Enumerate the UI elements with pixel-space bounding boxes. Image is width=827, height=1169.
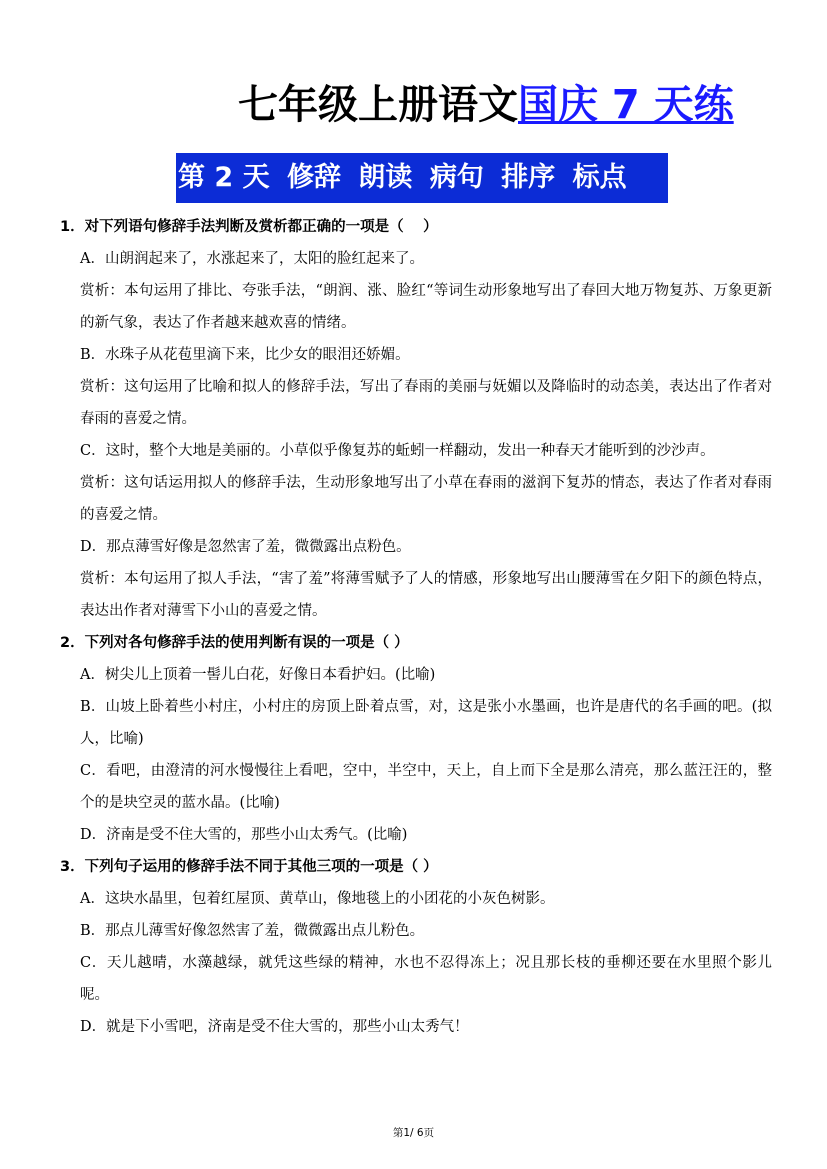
analysis-b: 赏析：这句运用了比喻和拟人的修辞手法，写出了春雨的美丽与妩媚以及降临时的动态美，表达出了作者对春雨的喜爱之情。 — [80, 379, 772, 427]
option-b: B．水珠子从花苞里滴下来，比少女的眼泪还娇媚。 — [80, 347, 410, 363]
banner-topic-rhetoric: 修辞 — [287, 162, 341, 193]
option-a: A．树尖儿上顶着一髻儿白花，好像日本看护妇。(比喻) — [80, 667, 436, 683]
option-d: D．那点薄雪好像是忽然害了羞，微微露出点粉色。 — [80, 539, 411, 555]
question-stem: 3．下列句子运用的修辞手法不同于其他三项的一项是（ ） — [60, 859, 438, 875]
option-a: A．这块水晶里，包着红屋顶、黄草山，像地毯上的小团花的小灰色树影。 — [80, 891, 555, 907]
page-number: 第1/ 6页 — [392, 1127, 435, 1139]
banner-topic-punctuation: 标点 — [572, 162, 627, 193]
option-c: C．天儿越晴，水藻越绿，就凭这些绿的精神，水也不忍得冻上；况且那长枝的垂柳还要在水里照个影儿呢。 — [80, 955, 772, 1003]
option-b: B．山坡上卧着些小村庄，小村庄的房顶上卧着点雪，对，这是张小水墨画，也许是唐代的名手画的吧。(拟人，比喻) — [80, 699, 772, 747]
day-banner — [176, 153, 668, 203]
banner-day: 第 2 天 — [178, 162, 270, 193]
title-highlight-link[interactable]: 国庆 7 天练 — [518, 82, 734, 128]
option-b: B．那点儿薄雪好像忽然害了羞，微微露出点儿粉色。 — [80, 923, 425, 939]
title-main: 七年级上册语文 — [238, 82, 518, 128]
document-title — [238, 80, 734, 130]
banner-topic-sentence-errors: 病句 — [429, 162, 484, 193]
question-3 — [60, 851, 772, 1043]
question-stem: 2．下列对各句修辞手法的使用判断有误的一项是（ ） — [60, 635, 409, 651]
banner-topic-reading: 朗读 — [358, 162, 413, 193]
option-d: D．济南是受不住大雪的，那些小山太秀气。(比喻) — [80, 827, 408, 843]
option-c: C．看吧，由澄清的河水慢慢往上看吧，空中，半空中，天上，自上而下全是那么清亮，那么蓝汪汪的，整个的是块空灵的蓝水晶。(比喻) — [80, 763, 772, 811]
analysis-c: 赏析：这句话运用拟人的修辞手法，生动形象地写出了小草在春雨的滋润下复苏的情态，表达了作者对春雨的喜爱之情。 — [80, 475, 772, 523]
question-stem: 1．对下列语句修辞手法判断及赏析都正确的一项是（ ） — [60, 219, 438, 235]
analysis-a: 赏析：本句运用了排比、夸张手法，“朗润、涨、脸红“等词生动形象地写出了春回大地万物复苏、万象更新的新气象，表达了作者越来越欢喜的情绪。 — [80, 283, 772, 331]
option-c: C．这时，整个大地是美丽的。小草似乎像复苏的蚯蚓一样翻动，发出一种春天才能听到的沙沙声。 — [80, 443, 715, 459]
question-list — [60, 211, 772, 1043]
question-1 — [60, 211, 772, 627]
option-d: D．就是下小雪吧，济南是受不住大雪的，那些小山太秀气！ — [80, 1019, 469, 1035]
banner-topic-ordering: 排序 — [501, 162, 556, 193]
option-a: A．山朗润起来了，水涨起来了，太阳的脸红起来了。 — [80, 251, 424, 267]
analysis-d: 赏析：本句运用了拟人手法，“害了羞”将薄雪赋予了人的情感，形象地写出山腰薄雪在夕阳下的颜色特点，表达出作者对薄雪下小山的喜爱之情。 — [80, 571, 772, 619]
question-2 — [60, 627, 772, 851]
